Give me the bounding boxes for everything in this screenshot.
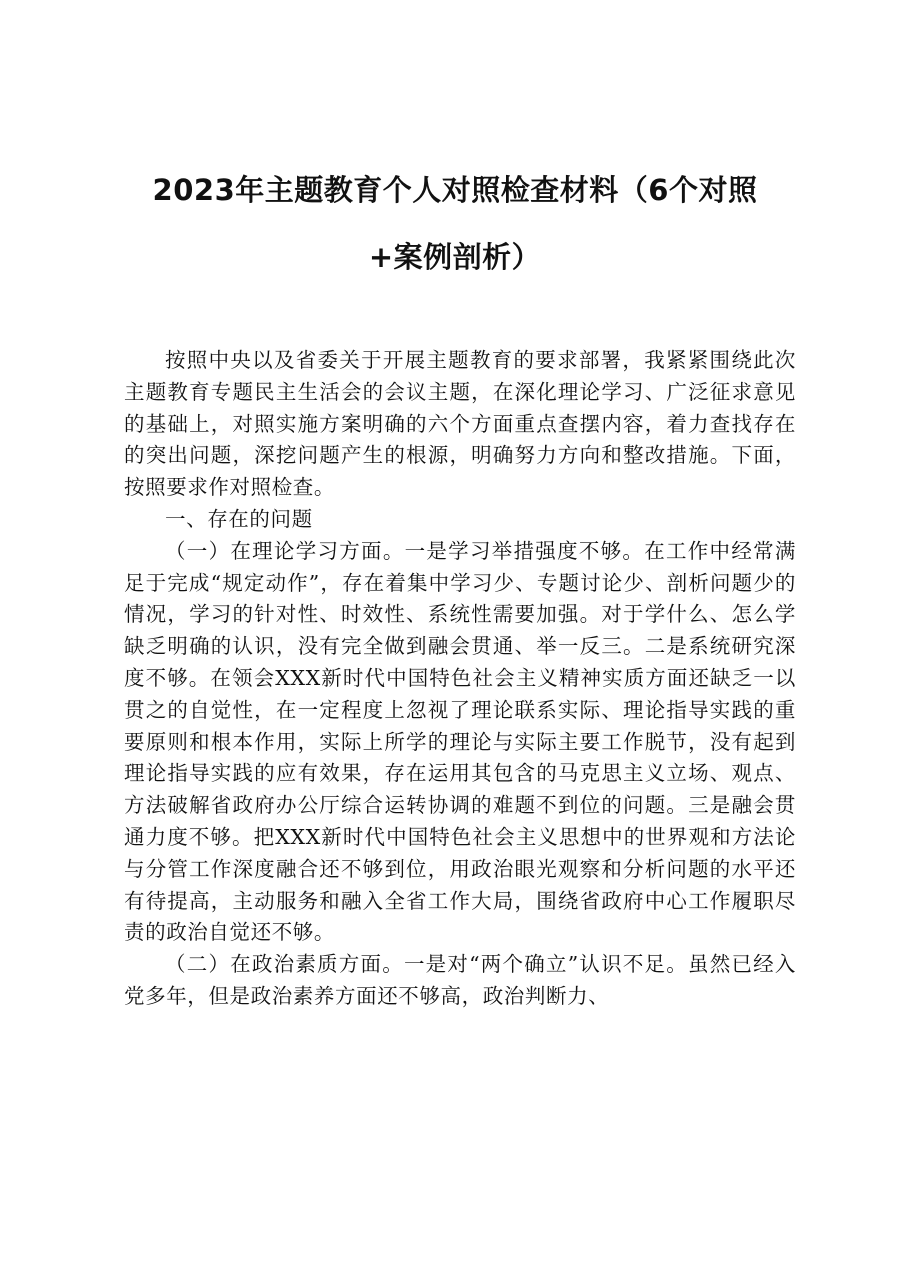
document-title-line-1: 2023年主题教育个人对照检查材料（6个对照 — [152, 173, 758, 207]
theory-study-paragraph: （一）在理论学习方面。一是学习举措强度不够。在工作中经常满足于完成“规定动作”，存在着集中学习少、专题讨论少、剖析问题少的情况，学习的针对性、时效性、系统性需要加强。对于学什么、怎么学缺乏明确的认识，没有完全做到融会贯通、举一反三。二是系统研究深度不够。在领会XXX新时代中国特色社会主义精神实质方面还缺乏一以贯之的自觉性，在一定程度上忽视了理论联系实际、理论指导实践的重要原则和根本作用，实际上所学的理论与实际主要工作脱节，没有起到理论指导实践的应有效果，存在运用其包含的马克思主义立场、观点、方法破解省政府办公厅综合运转协调的难题不到位的问题。三是融会贯通力度不够。把XXX新时代中国特色社会主义思想中的世界观和方法论与分管工作深度融合还不够到位，用政治眼光观察和分析问题的水平还有待提高，主动服务和融入全省工作大局，围绕省政府中心工作履职尽责的政治自觉还不够。 — [124, 538, 796, 945]
political-quality-paragraph: （二）在政治素质方面。一是对“两个确立”认识不足。虽然已经入党多年，但是政治素养方面还不够高，政治判断力、 — [124, 952, 796, 1008]
document-body — [124, 345, 796, 1013]
section-heading-problems: 一、存在的问题 — [165, 506, 313, 531]
intro-paragraph: 按照中央以及省委关于开展主题教育的要求部署，我紧紧围绕此次主题教育专题民主生活会的会议主题，在深化理论学习、广泛征求意见的基础上，对照实施方案明确的六个方面重点查摆内容，着力查找存在的突出问题，深挖问题产生的根源，明确努力方向和整改措施。下面，按照要求作对照检查。 — [124, 348, 796, 500]
document-title-line-2: +案例剖析） — [368, 240, 542, 274]
